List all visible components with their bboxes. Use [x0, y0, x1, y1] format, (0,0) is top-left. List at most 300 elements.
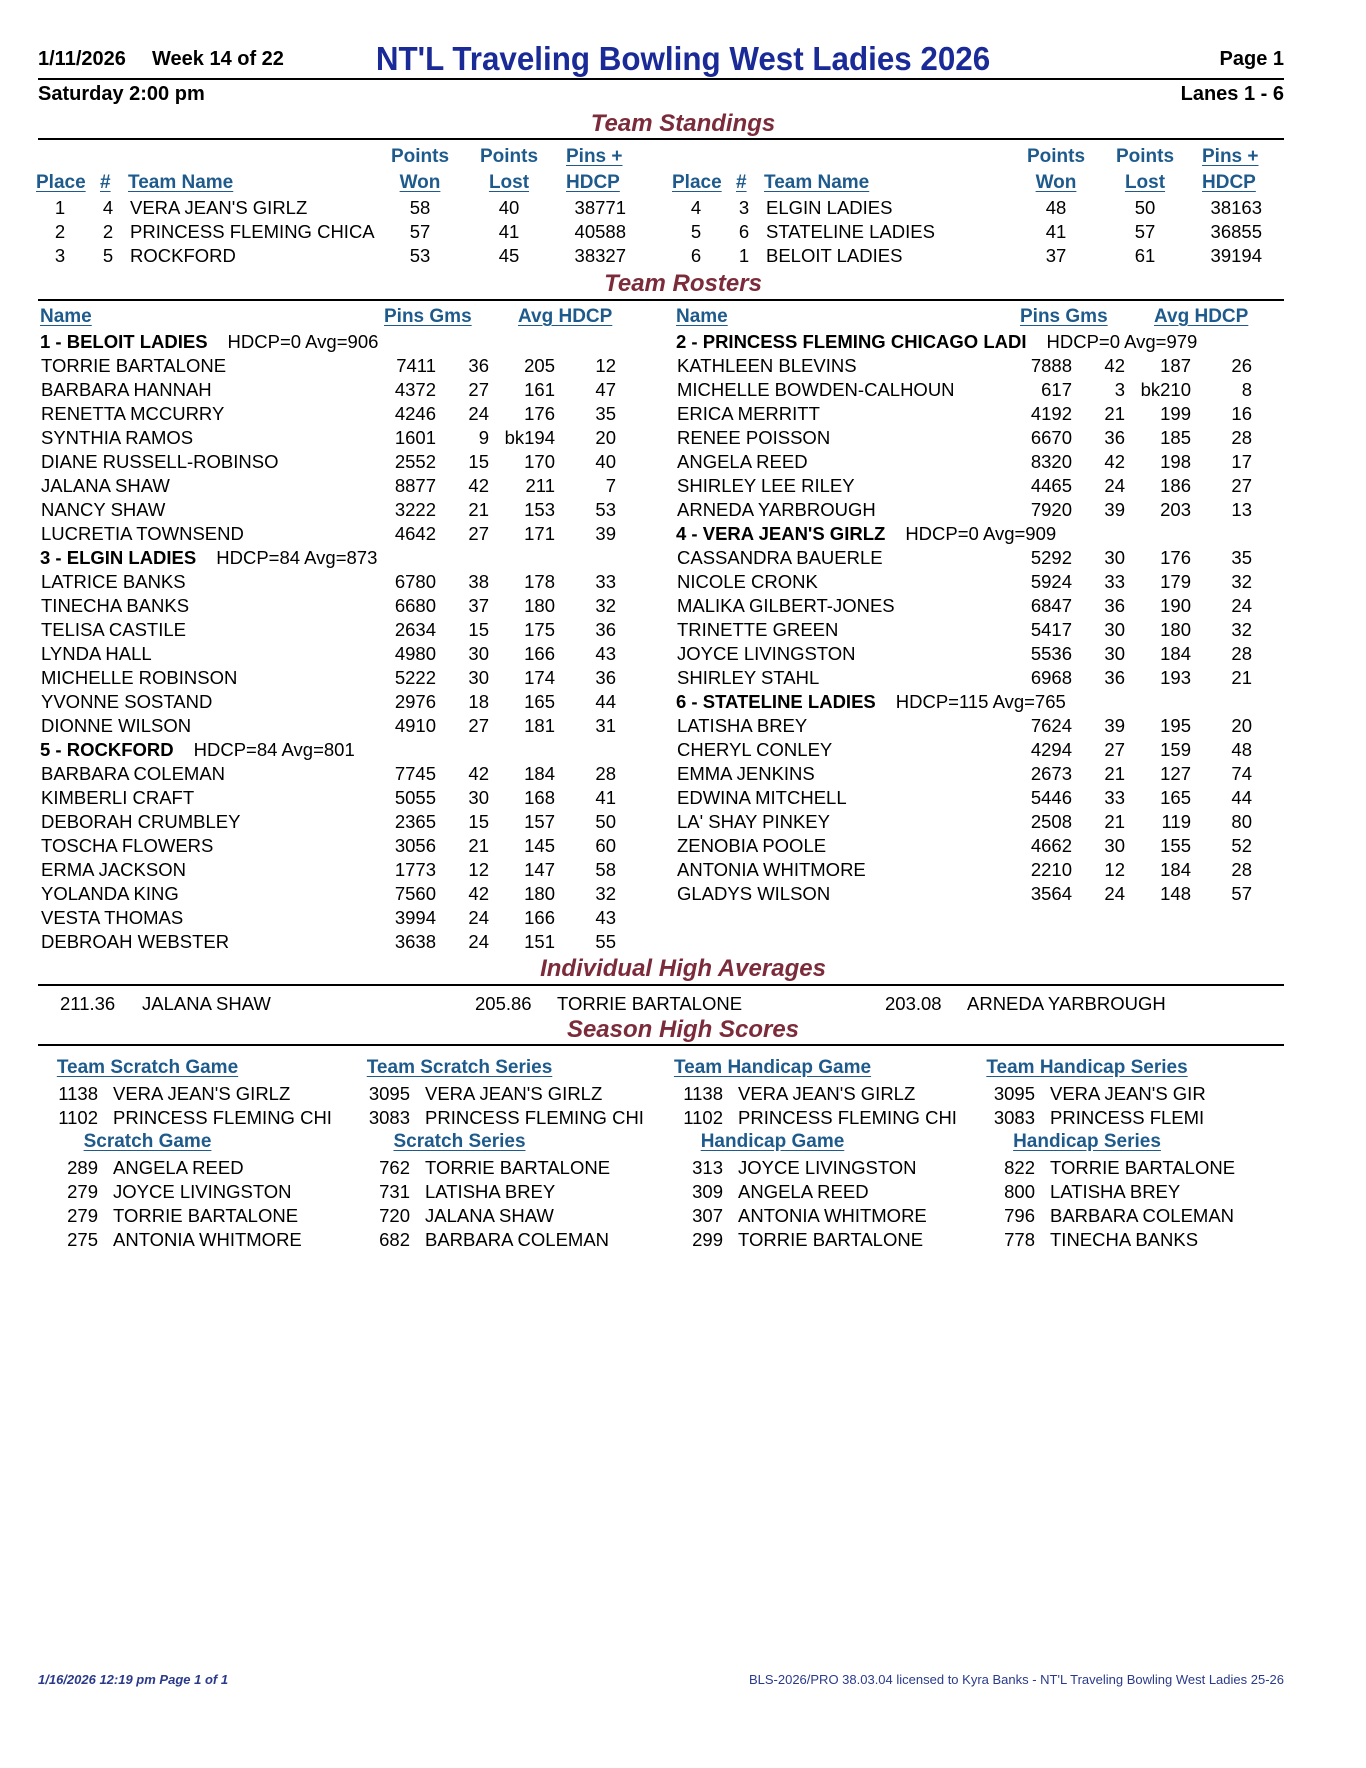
roster-player-row — [636, 378, 1272, 402]
player-name: EMMA JENKINS — [677, 763, 815, 784]
standings-place: 4 — [690, 197, 702, 218]
player-name: ZENOBIA POOLE — [677, 835, 827, 856]
player-name: RENETTA MCCURRY — [41, 403, 225, 424]
roster-player-row — [0, 858, 636, 882]
player-name: DIANE RUSSELL-ROBINSO — [41, 451, 279, 472]
high-average-name: ARNEDA YARBROUGH — [967, 993, 1166, 1014]
season-high-name: TINECHA BANKS — [1050, 1229, 1199, 1250]
season-high-score: 3083 — [993, 1107, 1035, 1128]
player-games: 42 — [1104, 355, 1125, 376]
player-avg: 190 — [1160, 595, 1191, 616]
player-pins: 2210 — [1030, 859, 1072, 880]
player-games: 15 — [468, 811, 489, 832]
col-header-pins: HDCP — [566, 172, 620, 193]
player-name: LA' SHAY PINKEY — [677, 811, 830, 832]
player-hdcp: 20 — [595, 427, 616, 448]
player-pins: 4662 — [1030, 835, 1072, 856]
player-games: 24 — [468, 931, 489, 952]
player-name: ARNEDA YARBROUGH — [677, 499, 876, 520]
standings-pins: 39194 — [1210, 245, 1262, 266]
player-games: 36 — [468, 355, 489, 376]
player-hdcp: 48 — [1231, 739, 1252, 760]
roster-player-row — [636, 354, 1272, 378]
player-name: EDWINA MITCHELL — [677, 787, 847, 808]
player-games: 42 — [1104, 451, 1125, 472]
standings-won: 53 — [409, 245, 431, 266]
season-high-score: 682 — [379, 1229, 410, 1250]
season-high-row — [352, 1156, 652, 1180]
season-high-block-title: Team Scratch Series — [366, 1057, 553, 1078]
standings-num: 1 — [738, 245, 750, 266]
col-header-won-top: Points — [390, 146, 450, 167]
roster-team-header — [676, 690, 1066, 714]
roster-player-row — [0, 810, 636, 834]
standings-pins: 38163 — [1210, 197, 1262, 218]
player-name: ANTONIA WHITMORE — [677, 859, 866, 880]
player-games: 42 — [468, 763, 489, 784]
player-hdcp: 28 — [1231, 427, 1252, 448]
standings-lost: 40 — [498, 197, 520, 218]
roster-player-row — [636, 402, 1272, 426]
player-name: TINECHA BANKS — [41, 595, 190, 616]
roster-player-row — [636, 786, 1272, 810]
lanes-label: Lanes 1 - 6 — [1180, 83, 1284, 105]
standings-row — [0, 220, 640, 244]
season-high-score: 1102 — [683, 1107, 723, 1128]
season-high-rule — [38, 1044, 1284, 1046]
standings-pins: 40588 — [574, 221, 626, 242]
standings-won: 37 — [1045, 245, 1067, 266]
standings-place: 5 — [690, 221, 702, 242]
player-hdcp: 21 — [1231, 667, 1252, 688]
roster-col-header-name: Name — [40, 306, 92, 327]
player-name: YOLANDA KING — [41, 883, 179, 904]
season-high-row — [352, 1106, 652, 1130]
player-games: 27 — [468, 523, 489, 544]
player-pins: 5292 — [1030, 547, 1072, 568]
standings-team: ELGIN LADIES — [766, 197, 893, 218]
player-avg: 205 — [524, 355, 555, 376]
player-name: BARBARA COLEMAN — [41, 763, 226, 784]
standings-lost: 45 — [498, 245, 520, 266]
player-pins: 7920 — [1030, 499, 1072, 520]
player-games: 36 — [1104, 667, 1125, 688]
roster-player-row — [0, 714, 636, 738]
player-name: NANCY SHAW — [41, 499, 166, 520]
week-label: Week 14 of 22 — [152, 48, 284, 70]
player-avg: 165 — [524, 691, 555, 712]
player-hdcp: 74 — [1231, 763, 1252, 784]
player-name: LUCRETIA TOWNSEND — [41, 523, 244, 544]
player-pins: 4246 — [394, 403, 436, 424]
standings-team: VERA JEAN'S GIRLZ — [130, 197, 308, 218]
roster-player-row — [0, 834, 636, 858]
roster-col-header-pins-gms: Pins Gms — [384, 306, 472, 327]
high-average-value: 203.08 — [885, 993, 942, 1014]
roster-team-meta: HDCP=0 Avg=906 — [227, 331, 379, 352]
player-avg: 180 — [524, 595, 555, 616]
roster-player-row — [0, 690, 636, 714]
player-pins: 2673 — [1030, 763, 1072, 784]
season-high-score: 3095 — [993, 1083, 1035, 1104]
player-pins: 3564 — [1030, 883, 1072, 904]
player-games: 27 — [468, 715, 489, 736]
season-high-name: BARBARA COLEMAN — [425, 1229, 610, 1250]
player-games: 15 — [468, 451, 489, 472]
player-pins: 6780 — [394, 571, 436, 592]
season-high-score: 1138 — [58, 1083, 98, 1104]
player-name: SHIRLEY STAHL — [677, 667, 820, 688]
player-pins: 7624 — [1030, 715, 1072, 736]
player-hdcp: 36 — [595, 667, 616, 688]
player-avg: 211 — [525, 475, 555, 496]
season-high-score: 762 — [379, 1157, 410, 1178]
standings-place: 3 — [54, 245, 66, 266]
standings-num: 5 — [102, 245, 114, 266]
player-pins: 4372 — [394, 379, 436, 400]
season-high-name: TORRIE BARTALONE — [425, 1157, 611, 1178]
player-hdcp: 20 — [1231, 715, 1252, 736]
player-games: 38 — [468, 571, 489, 592]
standings-pins: 36855 — [1210, 221, 1262, 242]
roster-team-header — [676, 330, 1197, 354]
roster-player-row — [0, 450, 636, 474]
col-header-pins: HDCP — [1202, 172, 1256, 193]
season-high-score: 1102 — [58, 1107, 98, 1128]
season-high-name: LATISHA BREY — [1050, 1181, 1181, 1202]
season-high-name: JOYCE LIVINGSTON — [738, 1157, 917, 1178]
footer-timestamp: 1/16/2026 12:19 pm Page 1 of 1 — [38, 1672, 229, 1687]
player-games: 24 — [468, 907, 489, 928]
player-name: ERMA JACKSON — [41, 859, 186, 880]
player-avg: 198 — [1160, 451, 1191, 472]
season-high-name: PRINCESS FLEMING CHI — [113, 1107, 332, 1128]
roster-player-row — [636, 450, 1272, 474]
high-average-name: TORRIE BARTALONE — [557, 993, 743, 1014]
player-pins: 4294 — [1030, 739, 1072, 760]
season-high-title: Season High Scores — [566, 1016, 800, 1043]
season-high-row — [352, 1204, 652, 1228]
player-games: 18 — [468, 691, 489, 712]
roster-player-row — [636, 642, 1272, 666]
col-header-lost-top: Points — [479, 146, 539, 167]
header-rule — [38, 78, 1284, 80]
player-hdcp: 32 — [595, 595, 616, 616]
player-games: 30 — [1104, 835, 1125, 856]
roster-team-meta: HDCP=0 Avg=979 — [1046, 331, 1198, 352]
roster-player-row — [0, 666, 636, 690]
player-name: MICHELLE ROBINSON — [41, 667, 238, 688]
season-high-score: 309 — [692, 1181, 723, 1202]
player-games: 36 — [1104, 427, 1125, 448]
player-avg: 161 — [524, 379, 555, 400]
player-hdcp: 55 — [595, 931, 616, 952]
roster-col-header-pins-gms: Pins Gms — [1020, 306, 1108, 327]
player-hdcp: 28 — [1231, 643, 1252, 664]
high-averages-title: Individual High Averages — [540, 955, 826, 982]
roster-player-row — [636, 858, 1272, 882]
page-label: Page 1 — [1219, 48, 1284, 70]
season-high-name: TORRIE BARTALONE — [1050, 1157, 1236, 1178]
player-hdcp: 58 — [595, 859, 616, 880]
season-high-row — [40, 1082, 340, 1106]
season-high-score: 731 — [379, 1181, 410, 1202]
standings-num: 4 — [102, 197, 114, 218]
player-hdcp: 12 — [595, 355, 616, 376]
roster-team-name: 4 - VERA JEAN'S GIRLZ — [676, 523, 886, 544]
player-pins: 6968 — [1030, 667, 1072, 688]
season-high-block-title: Team Handicap Game — [673, 1057, 872, 1078]
report-title: NT'L Traveling Bowling West Ladies 2026 — [375, 40, 991, 77]
player-avg: 151 — [524, 931, 555, 952]
season-high-score: 279 — [67, 1181, 98, 1202]
roster-team-name: 5 - ROCKFORD — [40, 739, 174, 760]
player-pins: 8877 — [394, 475, 436, 496]
player-pins: 4465 — [1030, 475, 1072, 496]
player-avg: 166 — [524, 907, 555, 928]
player-name: CHERYL CONLEY — [677, 739, 833, 760]
rosters-title: Team Rosters — [604, 270, 762, 297]
roster-player-row — [0, 786, 636, 810]
player-hdcp: 43 — [595, 907, 616, 928]
high-average-value: 211.36 — [60, 993, 116, 1014]
player-name: MALIKA GILBERT-JONES — [677, 595, 895, 616]
standings-won: 58 — [409, 197, 431, 218]
player-avg: 184 — [524, 763, 555, 784]
season-high-name: VERA JEAN'S GIRLZ — [425, 1083, 603, 1104]
roster-team-name: 3 - ELGIN LADIES — [40, 547, 197, 568]
season-high-name: JOYCE LIVINGSTON — [113, 1181, 292, 1202]
roster-player-row — [0, 474, 636, 498]
standings-won: 41 — [1045, 221, 1067, 242]
season-high-row — [977, 1228, 1277, 1252]
player-games: 30 — [468, 667, 489, 688]
player-name: KATHLEEN BLEVINS — [677, 355, 857, 376]
season-high-row — [977, 1204, 1277, 1228]
player-name: KIMBERLI CRAFT — [41, 787, 195, 808]
season-high-score: 3095 — [368, 1083, 410, 1104]
player-avg: 127 — [1160, 763, 1191, 784]
standings-lost: 50 — [1134, 197, 1156, 218]
player-hdcp: 7 — [605, 475, 616, 496]
roster-team-header — [40, 546, 377, 570]
player-name: CASSANDRA BAUERLE — [677, 547, 883, 568]
player-games: 24 — [1104, 475, 1125, 496]
player-pins: 4642 — [394, 523, 436, 544]
season-high-block-title: Team Scratch Game — [56, 1057, 239, 1078]
player-pins: 5222 — [394, 667, 436, 688]
season-high-row — [665, 1106, 965, 1130]
roster-player-row — [636, 594, 1272, 618]
player-pins: 3222 — [394, 499, 436, 520]
player-avg: 148 — [1160, 883, 1191, 904]
season-high-score: 313 — [692, 1157, 723, 1178]
player-avg: 157 — [524, 811, 555, 832]
player-pins: 6847 — [1030, 595, 1072, 616]
season-high-score: 800 — [1004, 1181, 1035, 1202]
player-avg: 199 — [1160, 403, 1191, 424]
roster-team-meta: HDCP=0 Avg=909 — [905, 523, 1057, 544]
season-high-row — [665, 1082, 965, 1106]
season-high-name: LATISHA BREY — [425, 1181, 556, 1202]
player-hdcp: 31 — [595, 715, 616, 736]
standings-team: ROCKFORD — [130, 245, 236, 266]
player-pins: 6680 — [394, 595, 436, 616]
player-name: LATISHA BREY — [677, 715, 808, 736]
player-avg: 153 — [524, 499, 555, 520]
player-avg: 185 — [1160, 427, 1191, 448]
player-avg: bk210 — [1140, 379, 1191, 400]
player-pins: 8320 — [1030, 451, 1072, 472]
season-high-row — [977, 1082, 1277, 1106]
player-games: 30 — [1104, 547, 1125, 568]
col-header-pins-top: Pins + — [1202, 146, 1259, 167]
roster-player-row — [636, 474, 1272, 498]
season-high-block-title: Scratch Game — [83, 1131, 212, 1152]
roster-player-row — [0, 402, 636, 426]
player-games: 42 — [468, 475, 489, 496]
standings-row — [636, 196, 1276, 220]
player-name: MICHELLE BOWDEN-CALHOUN — [677, 379, 955, 400]
season-high-name: TORRIE BARTALONE — [113, 1205, 299, 1226]
player-avg: 193 — [1160, 667, 1191, 688]
col-header-team: Team Name — [128, 172, 234, 193]
roster-team-meta: HDCP=84 Avg=873 — [216, 547, 378, 568]
player-avg: 159 — [1160, 739, 1191, 760]
season-high-name: TORRIE BARTALONE — [738, 1229, 924, 1250]
standings-team: PRINCESS FLEMING CHICA — [130, 221, 375, 242]
roster-player-row — [636, 810, 1272, 834]
player-games: 36 — [1104, 595, 1125, 616]
season-high-score: 307 — [692, 1205, 723, 1226]
player-pins: 2365 — [394, 811, 436, 832]
player-pins: 617 — [1041, 379, 1072, 400]
rosters-rule — [38, 299, 1284, 301]
standings-team: BELOIT LADIES — [766, 245, 903, 266]
roster-col-header-avg-hdcp: Avg HDCP — [1154, 306, 1249, 327]
high-averages-rule — [38, 984, 1284, 986]
player-hdcp: 39 — [595, 523, 616, 544]
player-name: VESTA THOMAS — [41, 907, 184, 928]
season-high-row — [977, 1180, 1277, 1204]
high-average-entry — [475, 992, 875, 1016]
player-pins: 3994 — [394, 907, 436, 928]
player-hdcp: 17 — [1231, 451, 1252, 472]
player-games: 27 — [1104, 739, 1125, 760]
player-pins: 2552 — [394, 451, 436, 472]
player-name: GLADYS WILSON — [677, 883, 831, 904]
player-avg: 165 — [1160, 787, 1191, 808]
player-games: 39 — [1104, 715, 1125, 736]
roster-player-row — [0, 426, 636, 450]
player-avg: 186 — [1160, 475, 1191, 496]
player-games: 33 — [1104, 787, 1125, 808]
player-hdcp: 80 — [1231, 811, 1252, 832]
player-avg: 145 — [524, 835, 555, 856]
season-high-block-title: Team Handicap Series — [986, 1057, 1188, 1078]
player-name: DIONNE WILSON — [41, 715, 192, 736]
player-hdcp: 44 — [1231, 787, 1252, 808]
player-pins: 7411 — [396, 355, 436, 376]
player-hdcp: 32 — [1231, 619, 1252, 640]
player-pins: 5446 — [1030, 787, 1072, 808]
player-pins: 2976 — [394, 691, 436, 712]
player-avg: 119 — [1161, 811, 1191, 832]
roster-player-row — [0, 906, 636, 930]
player-pins: 7888 — [1030, 355, 1072, 376]
report-date: 1/11/2026 — [38, 48, 126, 70]
player-avg: 155 — [1160, 835, 1191, 856]
col-header-won-top: Points — [1026, 146, 1086, 167]
player-games: 30 — [468, 643, 489, 664]
standings-num: 3 — [738, 197, 750, 218]
season-high-name: VERA JEAN'S GIR — [1050, 1083, 1206, 1104]
player-avg: 181 — [524, 715, 555, 736]
season-high-block-title: Handicap Series — [1013, 1131, 1161, 1152]
player-pins: 4192 — [1030, 403, 1072, 424]
player-games: 39 — [1104, 499, 1125, 520]
season-high-row — [352, 1228, 652, 1252]
high-average-name: JALANA SHAW — [142, 993, 271, 1014]
player-pins: 4910 — [394, 715, 436, 736]
season-high-score: 299 — [692, 1229, 723, 1250]
standings-team: STATELINE LADIES — [766, 221, 935, 242]
roster-player-row — [636, 882, 1272, 906]
player-games: 30 — [468, 787, 489, 808]
player-pins: 3056 — [394, 835, 436, 856]
standings-lost: 57 — [1134, 221, 1156, 242]
player-pins: 6670 — [1030, 427, 1072, 448]
player-games: 12 — [1104, 859, 1125, 880]
player-pins: 1601 — [394, 427, 436, 448]
season-high-row — [352, 1082, 652, 1106]
player-hdcp: 32 — [1231, 571, 1252, 592]
player-name: YVONNE SOSTAND — [41, 691, 213, 712]
player-name: DEBORAH CRUMBLEY — [41, 811, 241, 832]
col-header-num: # — [736, 172, 747, 193]
player-hdcp: 40 — [595, 451, 616, 472]
roster-col-header-name: Name — [676, 306, 728, 327]
player-name: TOSCHA FLOWERS — [41, 835, 214, 856]
player-pins: 7745 — [394, 763, 436, 784]
player-name: LYNDA HALL — [41, 643, 152, 664]
player-games: 12 — [468, 859, 489, 880]
standings-won: 48 — [1045, 197, 1067, 218]
col-header-lost: Lost — [1124, 172, 1166, 193]
roster-player-row — [636, 714, 1272, 738]
player-hdcp: 26 — [1231, 355, 1252, 376]
roster-team-name: 2 - PRINCESS FLEMING CHICAGO LADI — [676, 331, 1027, 352]
player-pins: 7560 — [394, 883, 436, 904]
season-high-row — [665, 1228, 965, 1252]
player-name: RENEE POISSON — [677, 427, 831, 448]
player-hdcp: 24 — [1231, 595, 1252, 616]
season-high-name: PRINCESS FLEMING CHI — [425, 1107, 644, 1128]
roster-team-header — [40, 738, 355, 762]
roster-player-row — [636, 666, 1272, 690]
high-average-entry — [60, 992, 460, 1016]
player-pins: 5536 — [1030, 643, 1072, 664]
player-name: SHIRLEY LEE RILEY — [677, 475, 855, 496]
player-avg: 180 — [524, 883, 555, 904]
player-name: JALANA SHAW — [41, 475, 170, 496]
roster-player-row — [0, 354, 636, 378]
standings-num: 6 — [738, 221, 750, 242]
season-high-block-title: Scratch Series — [393, 1131, 526, 1152]
season-high-name: VERA JEAN'S GIRLZ — [113, 1083, 291, 1104]
col-header-place: Place — [36, 172, 86, 193]
player-games: 21 — [468, 499, 489, 520]
